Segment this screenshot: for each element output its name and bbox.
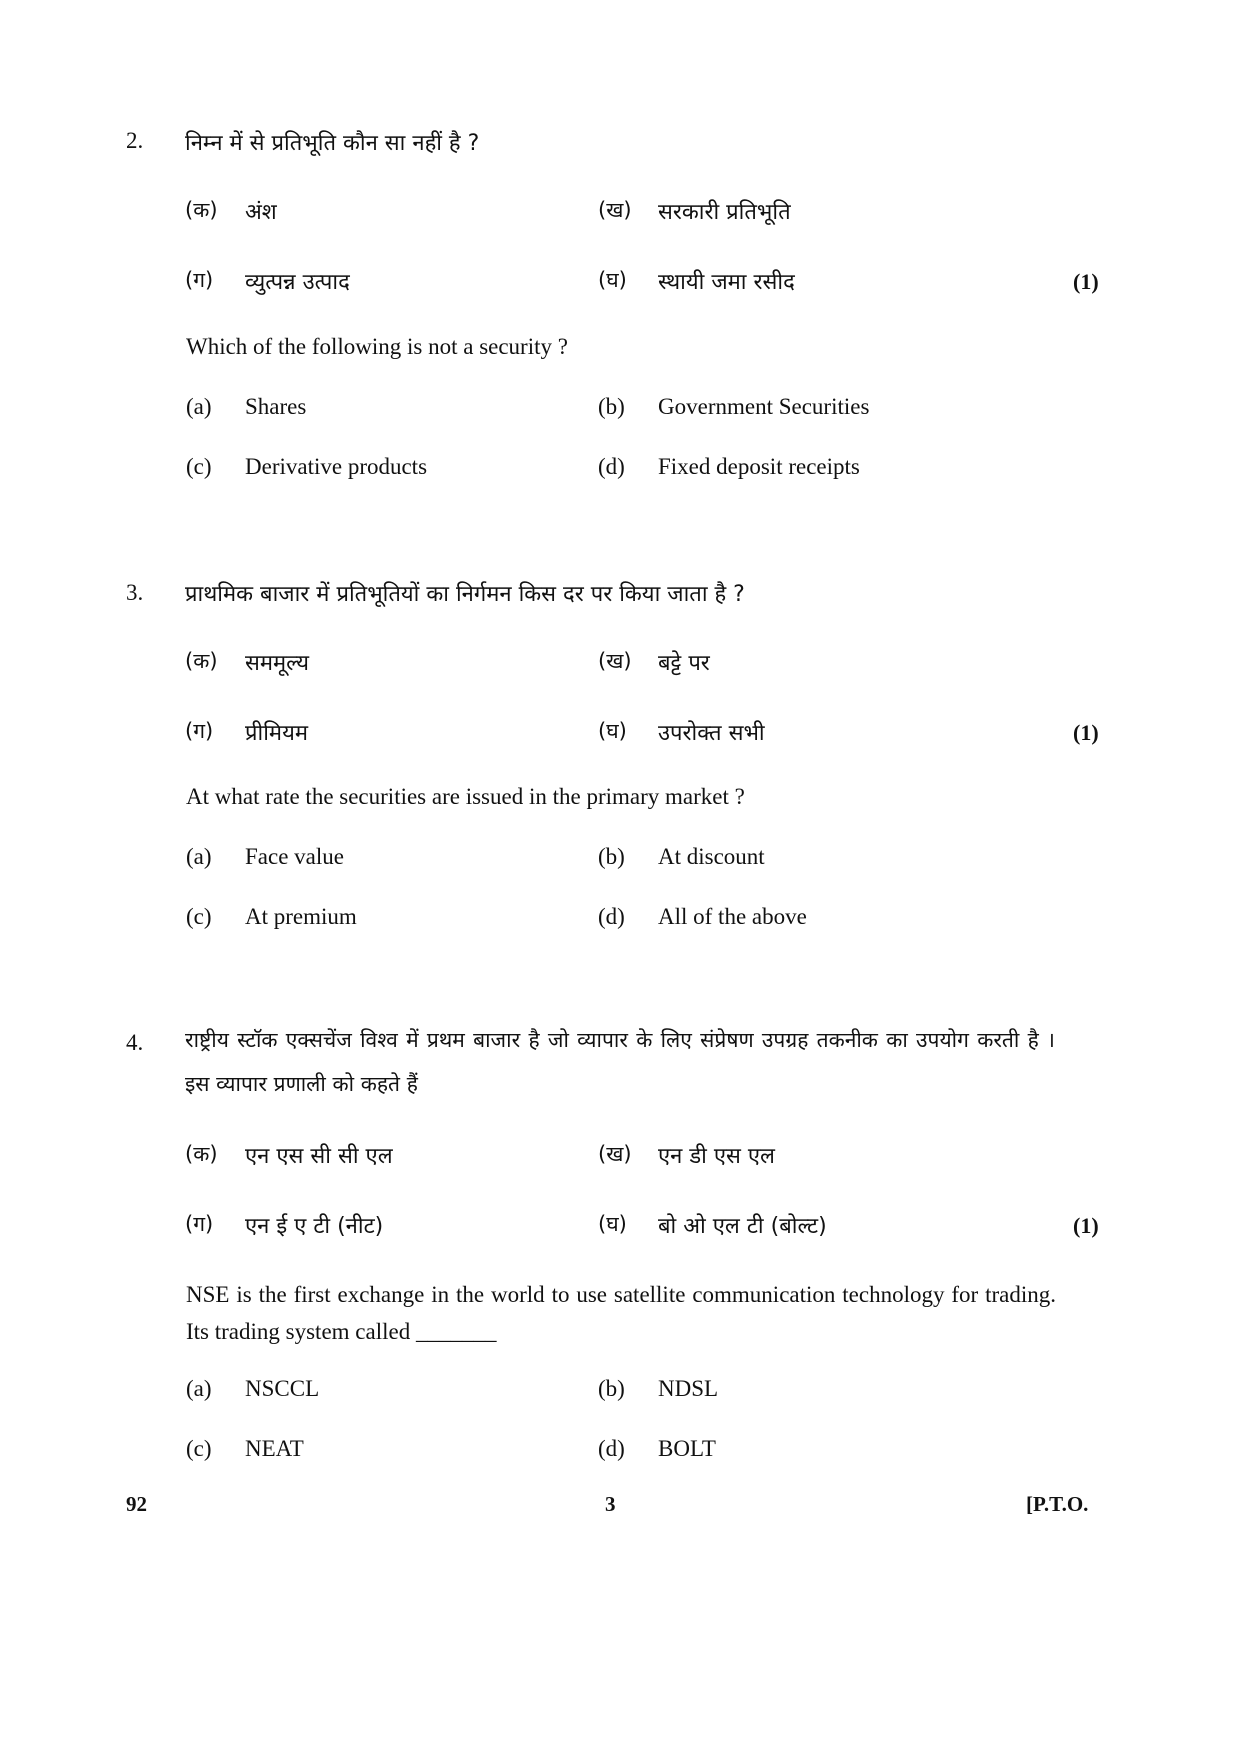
option-label-hindi: (घ)	[598, 268, 627, 292]
option-label-hindi: (ख)	[598, 198, 632, 222]
question-text-hindi: प्राथमिक बाजार में प्रतिभूतियों का निर्गमन किस दर पर किया जाता है ?	[185, 582, 745, 607]
marks-label: (1)	[1073, 269, 1099, 294]
option-label-hindi: (क)	[185, 649, 218, 673]
option-text: All of the above	[658, 904, 807, 929]
option-label: (b)	[598, 1376, 625, 1401]
option-label: (d)	[598, 904, 625, 929]
question-number: 3.	[126, 580, 144, 605]
option-label: (c)	[186, 1436, 212, 1461]
option-label: (b)	[598, 394, 625, 419]
marks-label: (1)	[1073, 720, 1099, 745]
option-text-hindi: सरकारी प्रतिभूति	[658, 200, 791, 225]
option-label-hindi: (ख)	[598, 1142, 632, 1166]
option-text-hindi: बट्टे पर	[658, 651, 710, 676]
option-label: (b)	[598, 844, 625, 869]
option-text-hindi: प्रीमियम	[245, 721, 308, 746]
option-text: Face value	[245, 844, 344, 869]
marks-label: (1)	[1073, 1213, 1099, 1238]
option-text: NSCCL	[245, 1376, 320, 1401]
question-text-english: Which of the following is not a security ?	[186, 334, 568, 359]
option-text: Government Securities	[658, 394, 870, 419]
option-label: (c)	[186, 904, 212, 929]
option-text-hindi: एन एस सी सी एल	[245, 1144, 393, 1169]
option-text-hindi: एन ई ए टी (नीट)	[245, 1214, 384, 1239]
option-label-hindi: (ग)	[185, 719, 214, 743]
question-text-english: NSE is the first exchange in the world to use satellite communication technology for trading. Its trading system called _______	[186, 1282, 1056, 1344]
option-label: (d)	[598, 1436, 625, 1461]
option-text-hindi: एन डी एस एल	[658, 1144, 775, 1169]
option-label-hindi: (घ)	[598, 719, 627, 743]
option-label-hindi: (ग)	[185, 1212, 214, 1236]
question-number: 4.	[126, 1030, 144, 1055]
option-text-hindi: सममूल्य	[245, 651, 309, 676]
option-text-hindi: व्युत्पन्न उत्पाद	[245, 270, 350, 295]
option-label: (a)	[186, 844, 212, 869]
option-text: NDSL	[658, 1376, 719, 1401]
please-turn-over: [P.T.O.	[1026, 1492, 1089, 1516]
option-label: (a)	[186, 394, 212, 419]
option-label-hindi: (घ)	[598, 1212, 627, 1236]
option-text: Fixed deposit receipts	[658, 454, 860, 479]
option-label-hindi: (क)	[185, 1142, 218, 1166]
option-text: Derivative products	[245, 454, 428, 479]
option-text: NEAT	[245, 1436, 304, 1461]
paper-code: 92	[126, 1492, 147, 1516]
option-label: (a)	[186, 1376, 212, 1401]
option-text: Shares	[245, 394, 307, 419]
page-number: 3	[605, 1492, 616, 1516]
option-text: BOLT	[658, 1436, 716, 1461]
option-text-hindi: उपरोक्त सभी	[658, 721, 765, 746]
option-text: At premium	[245, 904, 357, 929]
question-number: 2.	[126, 128, 144, 153]
option-text-hindi: अंश	[245, 200, 277, 225]
option-text-hindi: बो ओ एल टी (बोल्ट)	[658, 1214, 827, 1239]
option-text-hindi: स्थायी जमा रसीद	[658, 270, 795, 295]
option-label: (d)	[598, 454, 625, 479]
question-text-hindi: निम्न में से प्रतिभूति कौन सा नहीं है ?	[185, 131, 480, 156]
question-text-hindi: राष्ट्रीय स्टॉक एक्सचेंज विश्व में प्रथम बाजार है जो व्यापार के लिए संप्रेषण उपग्रह तकनीक का उपयोग करती है । इस व्यापार प्रणाली को कहते हैं	[185, 1028, 1055, 1096]
option-label-hindi: (क)	[185, 198, 218, 222]
question-text-english: At what rate the securities are issued in the primary market ?	[186, 784, 745, 809]
option-label: (c)	[186, 454, 212, 479]
option-label-hindi: (ग)	[185, 268, 214, 292]
option-label-hindi: (ख)	[598, 649, 632, 673]
option-text: At discount	[658, 844, 765, 869]
